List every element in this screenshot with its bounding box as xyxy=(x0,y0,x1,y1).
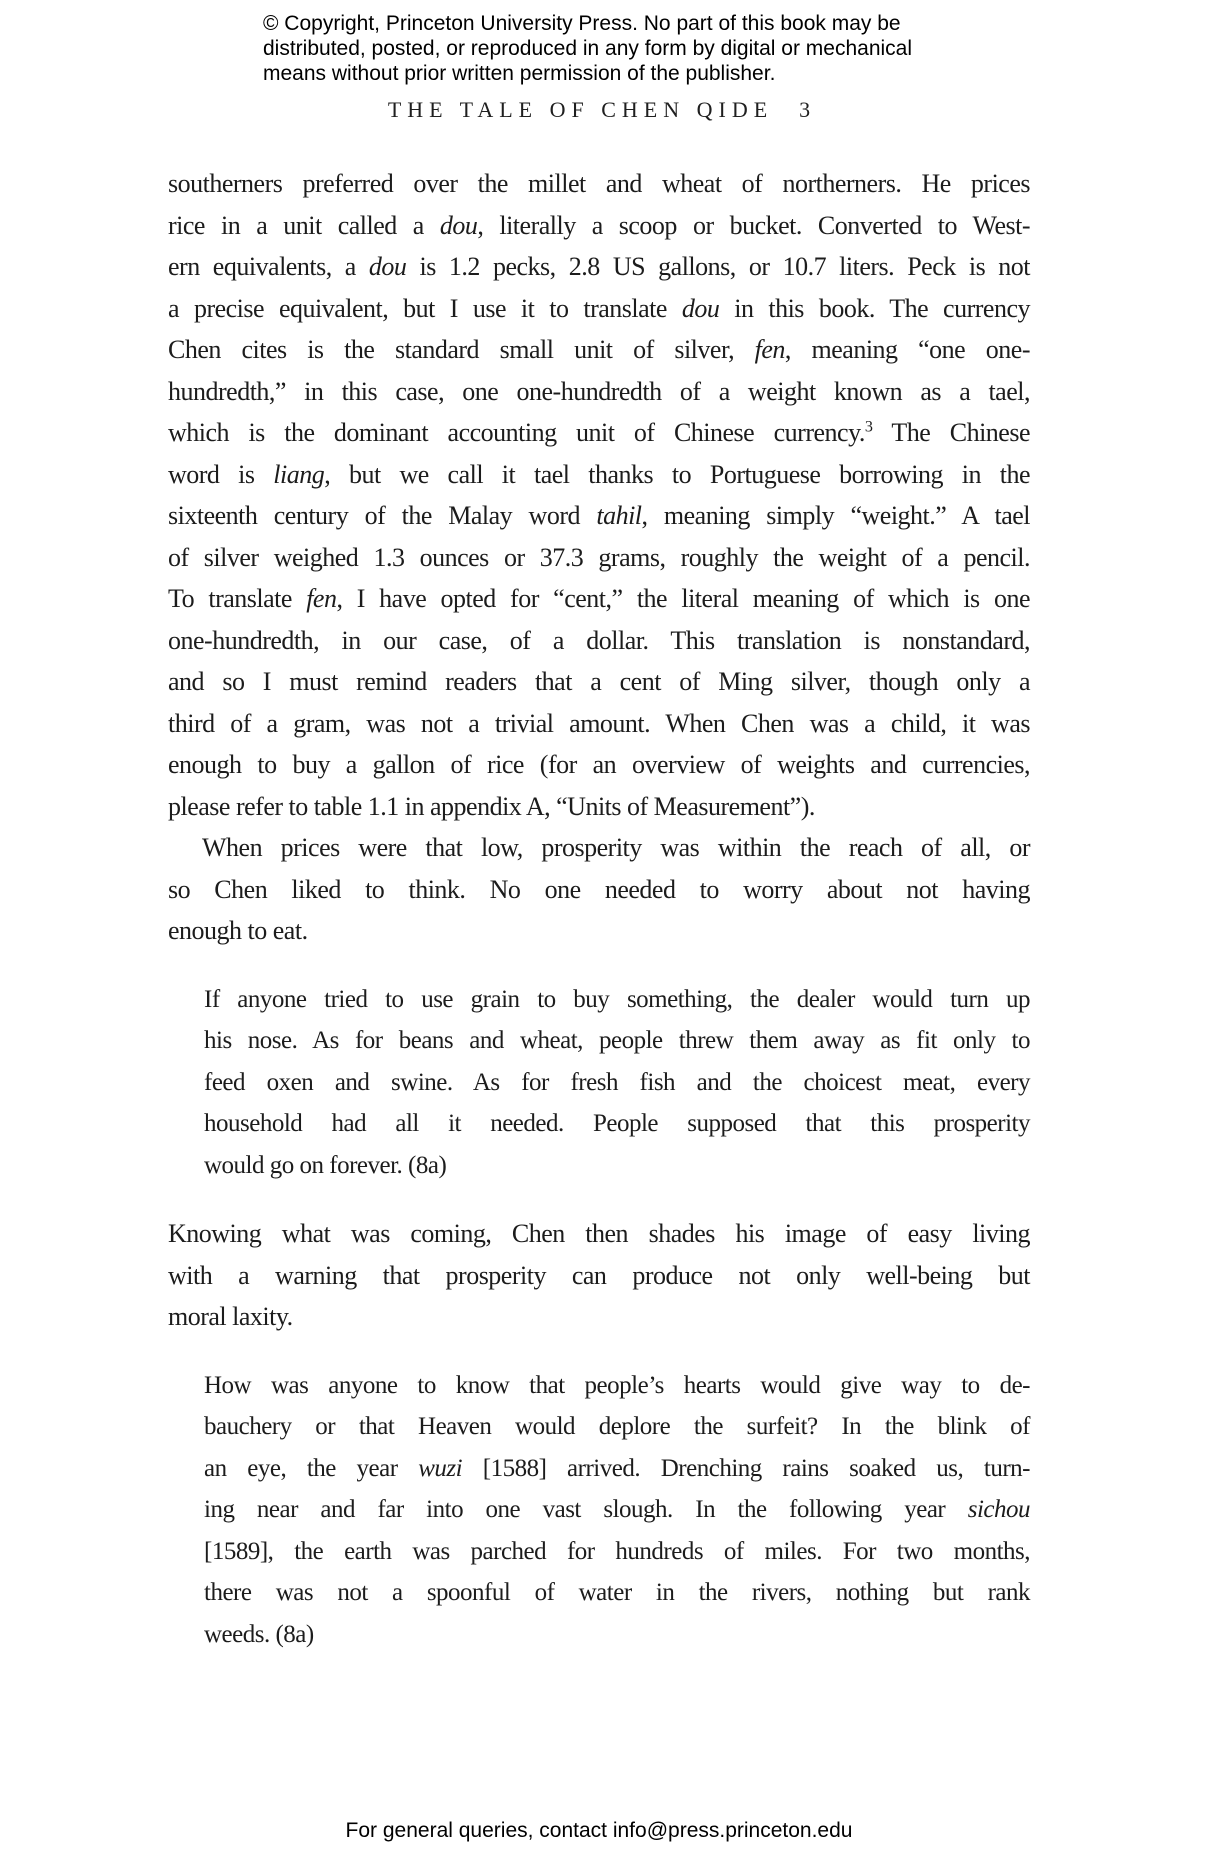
text-line: weeds. (8a) xyxy=(204,1620,314,1648)
text-line: with a warning that prosperity can produce not only well-being but xyxy=(168,1260,1030,1290)
text-line: sixteenth century of the Malay word tahil, meaning simply “weight.” A tael xyxy=(168,501,1030,530)
paragraph xyxy=(168,163,1030,827)
text-line: an eye, the year wuzi [1588] arrived. Drenching rains soaked us, turn- xyxy=(204,1454,1030,1482)
block-quote xyxy=(204,979,1030,1187)
text-line: How was anyone to know that people’s hearts would give way to de- xyxy=(204,1371,1030,1399)
text-line: bauchery or that Heaven would deplore the surfeit? In the blink of xyxy=(204,1413,1030,1440)
text-line: would go on forever. (8a) xyxy=(204,1151,447,1179)
text-line: enough to eat. xyxy=(168,916,308,945)
page-number: 3 xyxy=(799,97,811,122)
text-line: his nose. As for beans and wheat, people threw them away as fit only to xyxy=(204,1027,1030,1054)
running-head xyxy=(168,96,1030,124)
text-line: moral laxity. xyxy=(168,1302,293,1331)
text-line: of silver weighed 1.3 ounces or 37.3 grams, roughly the weight of a pencil. xyxy=(168,542,1030,572)
footer-contact-line: For general queries, contact info@press.princeton.edu xyxy=(345,1819,853,1842)
text-line: so Chen liked to think. No one needed to worry about not having xyxy=(168,874,1030,904)
text-line: [1589], the earth was parched for hundreds of miles. For two months, xyxy=(204,1537,1030,1565)
text-line: third of a gram, was not a trivial amount. When Chen was a child, it was xyxy=(168,708,1030,738)
text-line: Knowing what was coming, Chen then shades his image of easy living xyxy=(168,1219,1030,1248)
text-line: ern equivalents, a dou is 1.2 pecks, 2.8 US gallons, or 10.7 liters. Peck is not xyxy=(168,252,1030,281)
running-head-title: THE TALE OF CHEN QIDE xyxy=(387,97,774,122)
block-quote xyxy=(204,1365,1030,1656)
text-line: feed oxen and swine. As for fresh fish and the choicest meat, every xyxy=(204,1068,1030,1096)
copyright-line: © Copyright, Princeton University Press. No part of this book may be xyxy=(263,12,901,35)
body-text xyxy=(168,163,1030,1682)
text-line: there was not a spoonful of water in the rivers, nothing but rank xyxy=(204,1579,1030,1606)
text-line: one-hundredth, in our case, of a dollar. This translation is nonstandard, xyxy=(168,625,1030,655)
text-line: Chen cites is the standard small unit of silver, fen, meaning “one one- xyxy=(168,335,1030,364)
text-line: a precise equivalent, but I use it to translate dou in this book. The currency xyxy=(168,293,1030,323)
text-line: hundredth,” in this case, one one-hundredth of a weight known as a tael, xyxy=(168,376,1030,406)
text-line: ing near and far into one vast slough. In the following year sichou xyxy=(204,1496,1030,1523)
text-line: please refer to table 1.1 in appendix A, “Units of Measurement”). xyxy=(168,791,815,821)
copyright-line: means without prior written permission of the publisher. xyxy=(263,62,776,85)
text-line: enough to buy a gallon of rice (for an overview of weights and currencies, xyxy=(168,750,1030,779)
text-line: word is liang, but we call it tael thanks to Portuguese borrowing in the xyxy=(168,459,1030,489)
text-line: To translate fen, I have opted for “cent,” the literal meaning of which is one xyxy=(168,584,1030,613)
text-line: and so I must remind readers that a cent of Ming silver, though only a xyxy=(168,667,1030,696)
copyright-line: distributed, posted, or reproduced in any form by digital or mechanical xyxy=(263,37,913,60)
text-line: If anyone tried to use grain to buy something, the dealer would turn up xyxy=(204,985,1030,1013)
paragraph xyxy=(168,827,1030,952)
text-line: southerners preferred over the millet and wheat of northerners. He prices xyxy=(168,169,1030,198)
text-line: rice in a unit called a dou, literally a scoop or bucket. Converted to West- xyxy=(168,210,1030,240)
paragraph xyxy=(168,1213,1030,1338)
text-line: When prices were that low, prosperity was within the reach of all, or xyxy=(202,833,1030,862)
text-line: which is the dominant accounting unit of Chinese currency.$^3$ The Chinese xyxy=(168,418,1031,447)
copyright-notice xyxy=(263,11,1023,86)
text-line: household had all it needed. People supposed that this prosperity xyxy=(204,1110,1030,1137)
